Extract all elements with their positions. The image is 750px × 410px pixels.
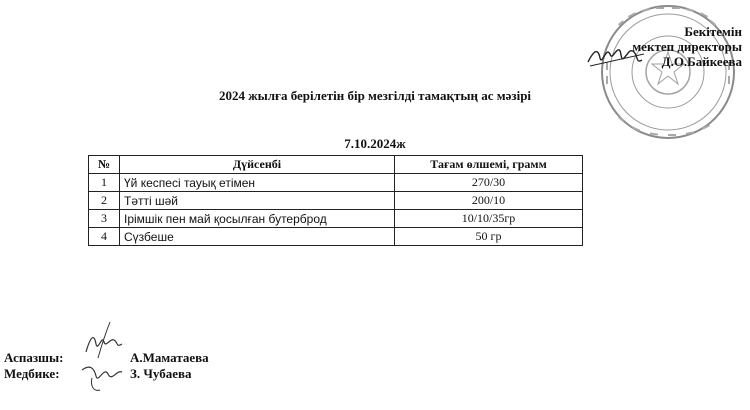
nurse-name: З. Чубаева <box>130 366 192 381</box>
table-row <box>89 210 583 228</box>
approval-block <box>632 24 742 69</box>
dish-name: Тәтті шәй <box>120 192 395 210</box>
row-number: 2 <box>89 192 120 210</box>
table-row <box>89 228 583 246</box>
row-number: 1 <box>89 174 120 192</box>
dish-name: Үй кеспесі тауық етімен <box>120 174 395 192</box>
table-row <box>89 192 583 210</box>
school-stamp <box>598 2 738 142</box>
table-header-row <box>89 156 583 174</box>
table-row <box>89 174 583 192</box>
dish-name: Сүзбеше <box>120 228 395 246</box>
approval-line: Бекітемін <box>684 24 742 39</box>
cook-role: Аспазшы: <box>4 350 64 365</box>
menu-date: 7.10.2024ж <box>344 136 406 151</box>
row-number: 3 <box>89 210 120 228</box>
approval-line: Д.О.Байкеева <box>661 54 742 69</box>
cook-name: А.Маматаева <box>130 350 209 365</box>
approval-line: мектеп директоры <box>632 39 742 54</box>
dish-portion: 200/10 <box>395 192 583 210</box>
row-number: 4 <box>89 228 120 246</box>
dish-portion: 50 гр <box>395 228 583 246</box>
header-portion: Тағам өлшемі, грамм <box>395 156 583 174</box>
nurse-role: Медбике: <box>4 366 60 381</box>
menu-table <box>88 155 583 246</box>
document-title: 2024 жылға берілетін бір мезгілді тамақтың ас мәзірі <box>218 88 532 103</box>
header-day: Дүйсенбі <box>120 156 395 174</box>
dish-portion: 270/30 <box>395 174 583 192</box>
header-number: № <box>89 156 120 174</box>
nurse-signature <box>78 356 126 396</box>
dish-portion: 10/10/35гр <box>395 210 583 228</box>
dish-name: Ірімшік пен май қосылған бутерброд <box>120 210 395 228</box>
cook-signature <box>80 318 126 360</box>
